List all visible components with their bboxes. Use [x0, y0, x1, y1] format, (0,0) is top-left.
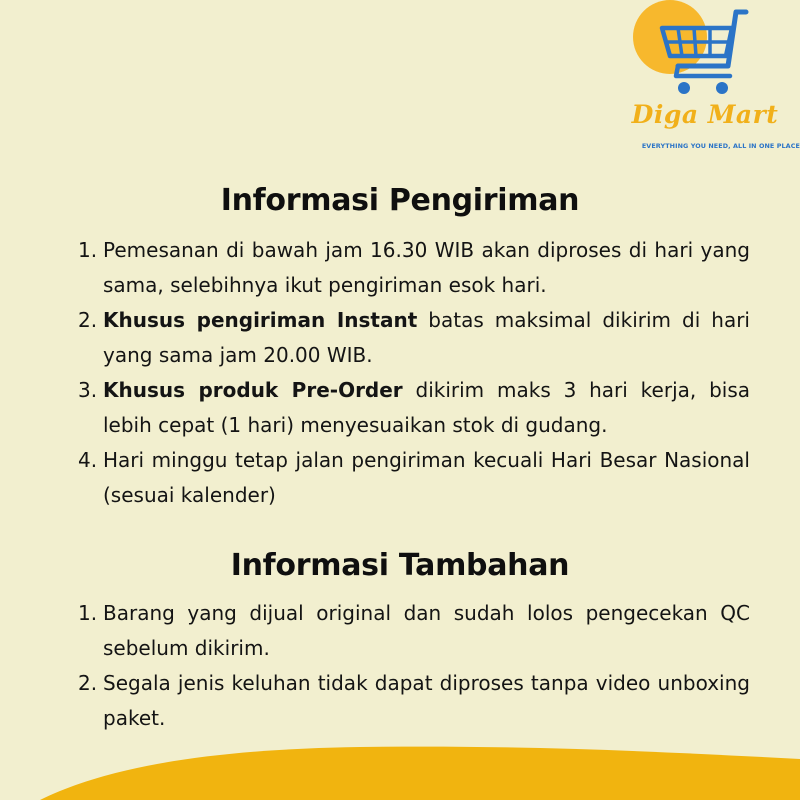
item-bold-text: Khusus produk Pre-Order [103, 378, 403, 402]
logo-brand-name: Diga Mart [631, 100, 779, 129]
shopping-cart-icon [656, 8, 756, 98]
shipping-info-heading: Informasi Pengiriman [220, 183, 580, 218]
list-item [78, 303, 750, 373]
bottom-wave-decoration [0, 735, 800, 800]
item-number: 4. [78, 448, 98, 472]
list-item [78, 443, 750, 513]
item-number: 1. [78, 601, 98, 625]
list-item [78, 596, 750, 666]
logo-tagline: EVERYTHING YOU NEED, ALL IN ONE PLACE [641, 142, 800, 150]
item-number: 2. [78, 308, 98, 332]
list-item [78, 233, 750, 303]
shipping-info-list [78, 233, 750, 513]
item-number: 1. [78, 238, 98, 262]
item-text: batas maksimal dikirim di hari yang sama jam 20.00 WIB. [103, 308, 750, 367]
item-text: Pemesanan di bawah jam 16.30 WIB akan diproses di hari yang sama, selebihnya ikut pengiriman esok hari. [103, 238, 750, 297]
item-number: 2. [78, 671, 98, 695]
item-bold-text: Khusus pengiriman Instant [103, 308, 418, 332]
item-number: 3. [78, 378, 98, 402]
item-text: Segala jenis keluhan tidak dapat diproses tanpa video unboxing paket. [103, 671, 750, 730]
item-text: Barang yang dijual original dan sudah lolos pengecekan QC sebelum dikirim. [103, 601, 750, 660]
additional-info-list [78, 596, 750, 736]
list-item [78, 666, 750, 736]
additional-info-heading: Informasi Tambahan [230, 548, 570, 583]
diga-mart-logo [580, 0, 800, 160]
list-item [78, 373, 750, 443]
item-text: dikirim maks 3 hari kerja, bisa lebih cepat (1 hari) menyesuaikan stok di gudang. [103, 378, 750, 437]
item-text: Hari minggu tetap jalan pengiriman kecuali Hari Besar Nasional (sesuai kalender) [103, 448, 750, 507]
